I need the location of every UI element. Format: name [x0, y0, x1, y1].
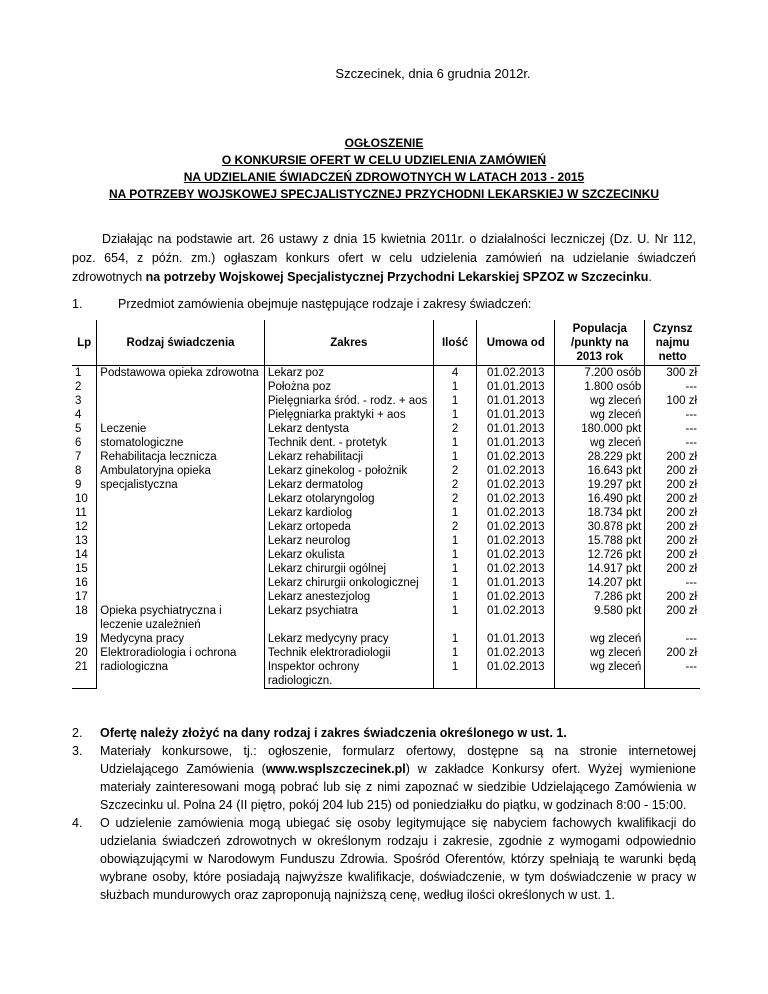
- list-item-text: O udzielenie zamówienia mogą ubiegać się osoby legitymujące się nabyciem fachowych kwalifikacji do udzielania świadczeń zdrowotnych w określonym rodzaju i zakresie, zgodnie z wymogami odpowiednio obowiązującymi w Narodowym Funduszu Zdrowia. Spośród Oferentów, którzy spełniają te warunki będą wybrane osoby, które posiadają najwyższe kwalifikacje, doświadczenie, w tym doświadczenie w pracy w służbach mundurowych oraz zaproponują najniższą cenę, według ilości określonych w ust. 1.: [100, 816, 696, 902]
- list-item-number: 4.: [72, 816, 83, 830]
- cell-czynsz: 200 zł: [645, 646, 700, 660]
- cell-ilosc: 1: [433, 394, 477, 408]
- cell-ilosc: 1: [433, 506, 477, 520]
- title-line-3: NA UDZIELANIE ŚWIADCZEŃ ZDROWOTNYCH W LATACH 2013 - 2015: [183, 170, 585, 184]
- cell-zakres: Lekarz ortopeda: [264, 520, 433, 534]
- table-row: [72, 450, 700, 464]
- cell-umowa: 01.02.2013: [477, 492, 555, 506]
- cell-lp: 5: [75, 423, 82, 435]
- cell-ilosc: 2: [433, 422, 477, 436]
- header-zakres: Zakres: [264, 320, 433, 366]
- cell-czynsz: 200 zł: [645, 506, 700, 520]
- cell-zakres: Lekarz otolaryngolog: [264, 492, 433, 506]
- header-lp: Lp: [72, 320, 97, 366]
- cell-czynsz: ---: [645, 576, 700, 590]
- cell-czynsz: 200 zł: [645, 478, 700, 492]
- table-header-row: [72, 320, 700, 366]
- cell-zakres: Lekarz neurolog: [264, 534, 433, 548]
- cell-populacja: 1.800 osób: [555, 380, 645, 394]
- cell-zakres: [264, 660, 433, 689]
- group-podstawowa: Podstawowa opieka zdrowotna: [100, 367, 259, 379]
- cell-umowa: 01.02.2013: [477, 604, 555, 632]
- cell-populacja: 12.726 pkt: [555, 548, 645, 562]
- cell-lp: 14: [75, 549, 88, 561]
- cell-ilosc: 2: [433, 492, 477, 506]
- cell-umowa: 01.02.2013: [477, 562, 555, 576]
- cell-populacja: wg zleceń: [555, 436, 645, 450]
- cell-czynsz: 200 zł: [645, 590, 700, 604]
- cell-zakres: Lekarz ginekolog - położnik: [264, 464, 433, 478]
- cell-ilosc: 2: [433, 464, 477, 478]
- group-stomatologia: Leczenie stomatologiczne: [100, 423, 184, 449]
- cell-umowa: 01.02.2013: [477, 450, 555, 464]
- cell-umowa: 01.01.2013: [477, 422, 555, 436]
- header-populacja: Populacja /punkty na 2013 rok: [555, 320, 645, 366]
- cell-ilosc: 1: [433, 632, 477, 646]
- cell-lp: 13: [75, 535, 88, 547]
- cell-ilosc: 1: [433, 408, 477, 422]
- title-line-1: OGŁOSZENIE: [344, 136, 424, 150]
- cell-lp: 17: [75, 591, 88, 603]
- cell-lp: 8: [75, 465, 82, 477]
- cell-rodzaj: Rehabilitacja lecznicza: [97, 450, 265, 464]
- cell-czynsz: ---: [645, 436, 700, 450]
- cell-populacja: 7.286 pkt: [555, 590, 645, 604]
- title-line-4: NA POTRZEBY WOJSKOWEJ SPECJALISTYCZNEJ PRZYCHODNI LEKARSKIEJ W SZCZECINKU: [108, 187, 660, 201]
- cell-ilosc: 1: [433, 646, 477, 660]
- cell-rodzaj: [97, 646, 265, 689]
- cell-populacja: 7.200 osób: [555, 366, 645, 381]
- cell-lp: 10: [75, 493, 88, 505]
- cell-lp: 12: [75, 521, 88, 533]
- cell-umowa: 01.01.2013: [477, 408, 555, 422]
- cell-populacja: wg zleceń: [555, 632, 645, 646]
- item3-post: ) w zakładce Konkursy ofert. Wyżej wymienione materiały zainteresowani mogą pobrać lub się z nimi zapoznać w siedzibie Udzielającego Zamówienia w Szczecinku ul. Polna 24 (II piętro, pokój 204 lub 215) od poniedziałku do piątku, w godzinach 8:00 - 15:00.: [100, 762, 696, 812]
- services-table: [72, 320, 700, 689]
- cell-ilosc: 1: [433, 534, 477, 548]
- cell-populacja: 180.000 pkt: [555, 422, 645, 436]
- cell-populacja: 15.788 pkt: [555, 534, 645, 548]
- intro-end: .: [648, 270, 652, 284]
- cell-zakres: Pielęgniarka praktyki + aos: [264, 408, 433, 422]
- cell-populacja: 14.917 pkt: [555, 562, 645, 576]
- cell-rodzaj: [97, 604, 265, 632]
- table-row: [72, 422, 700, 436]
- cell-lp: 16: [75, 577, 88, 589]
- list-item: [72, 814, 696, 904]
- terms-list: [72, 724, 696, 904]
- cell-lp: 4: [75, 409, 82, 421]
- document-date: Szczecinek, dnia 6 grudnia 2012r.: [335, 66, 531, 81]
- cell-zakres: Technik dent. - protetyk: [264, 436, 433, 450]
- cell-lp: 18: [75, 605, 88, 617]
- cell-czynsz: 200 zł: [645, 492, 700, 506]
- cell-umowa: 01.02.2013: [477, 660, 555, 689]
- cell-czynsz: 100 zł: [645, 394, 700, 408]
- cell-populacja: 18.734 pkt: [555, 506, 645, 520]
- cell-lp: 3: [75, 395, 82, 407]
- cell-lp: 20: [75, 647, 88, 659]
- cell-zakres: Lekarz dermatolog: [264, 478, 433, 492]
- cell-zakres: Technik elektroradiologii: [264, 646, 433, 660]
- header-umowa: Umowa od: [477, 320, 555, 366]
- cell-rodzaj: Medycyna pracy: [97, 632, 265, 646]
- cell-ilosc: 4: [433, 366, 477, 381]
- cell-umowa: 01.02.2013: [477, 478, 555, 492]
- cell-populacja: wg zleceń: [555, 646, 645, 660]
- cell-lp: 6: [75, 437, 82, 449]
- table-row: [72, 646, 700, 660]
- cell-ilosc: 1: [433, 380, 477, 394]
- cell-czynsz: 200 zł: [645, 604, 700, 632]
- list-item-text: Ofertę należy złożyć na dany rodzaj i zakres świadczenia określonego w ust. 1.: [100, 726, 567, 740]
- cell-zakres: Lekarz anestezjolog: [264, 590, 433, 604]
- cell-czynsz: 300 zł: [645, 366, 700, 381]
- list-item-text: [100, 742, 696, 814]
- intro-bold: na potrzeby Wojskowej Specjalistycznej Przychodni Lekarskiej SPZOZ w Szczecinku: [145, 270, 649, 284]
- cell-umowa: 01.02.2013: [477, 464, 555, 478]
- title-line-2: O KONKURSIE OFERT W CELU UDZIELENIA ZAMÓWIEŃ: [221, 153, 547, 167]
- point-1-number: 1.: [72, 297, 83, 311]
- list-item-number: 3.: [72, 744, 83, 758]
- cell-lp: 2: [75, 381, 82, 393]
- table-row: [72, 604, 700, 632]
- cell-zakres: Lekarz kardiolog: [264, 506, 433, 520]
- cell-lp: 15: [75, 563, 88, 575]
- cell-lp: 7: [75, 451, 82, 463]
- header-ilosc: Ilość: [433, 320, 477, 366]
- cell-umowa: 01.02.2013: [477, 366, 555, 381]
- cell-populacja: 9.580 pkt: [555, 604, 645, 632]
- cell-czynsz: ---: [645, 408, 700, 422]
- cell-czynsz: 200 zł: [645, 562, 700, 576]
- group-ambulatoryjna: Ambulatoryjna opieka specjalistyczna: [100, 465, 211, 491]
- cell-populacja: 16.490 pkt: [555, 492, 645, 506]
- intro-text: Działając na podstawie art. 26 ustawy z dnia 15 kwietnia 2011r. o działalności leczniczej (Dz. U. Nr 112, poz. 654, z późn. zm.) ogłaszam konkurs ofert w celu udzielenia zamówień na udzielanie świadczeń zdrowotnych: [72, 232, 696, 284]
- cell-zakres: Położna poz: [264, 380, 433, 394]
- list-item: [72, 742, 696, 814]
- point-1-text: Przedmiot zamówienia obejmuje następujące rodzaje i zakresy świadczeń:: [118, 297, 532, 311]
- cell-lp: 1: [75, 367, 82, 379]
- table-row: [72, 464, 700, 478]
- cell-ilosc: 2: [433, 478, 477, 492]
- cell-umowa: 01.02.2013: [477, 548, 555, 562]
- cell-umowa: 01.01.2013: [477, 394, 555, 408]
- list-item-number: 2.: [72, 726, 83, 740]
- cell-umowa: 01.02.2013: [477, 590, 555, 604]
- cell-umowa: 01.01.2013: [477, 576, 555, 590]
- cell-czynsz: 200 zł: [645, 464, 700, 478]
- cell-zakres: Lekarz chirurgii ogólnej: [264, 562, 433, 576]
- cell-ilosc: 1: [433, 562, 477, 576]
- list-item: [72, 724, 696, 742]
- cell-ilosc: 1: [433, 436, 477, 450]
- cell-umowa: 01.01.2013: [477, 436, 555, 450]
- point-1: [72, 297, 696, 311]
- group-psychiatria: Opieka psychiatryczna i leczenie uzależnień: [100, 605, 222, 631]
- cell-ilosc: 1: [433, 590, 477, 604]
- cell-zakres: Lekarz okulista: [264, 548, 433, 562]
- cell-ilosc: 1: [433, 604, 477, 632]
- cell-umowa: 01.01.2013: [477, 632, 555, 646]
- cell-ilosc: 1: [433, 548, 477, 562]
- cell-populacja: wg zleceń: [555, 394, 645, 408]
- cell-umowa: 01.02.2013: [477, 506, 555, 520]
- group-elektroradiologia: Elektroradiologia i ochrona radiologiczna: [100, 647, 237, 673]
- cell-umowa: 01.02.2013: [477, 520, 555, 534]
- cell-rodzaj: [97, 422, 265, 450]
- cell-umowa: 01.02.2013: [477, 646, 555, 660]
- cell-populacja: 28.229 pkt: [555, 450, 645, 464]
- table-row: [72, 366, 700, 381]
- cell-czynsz: ---: [645, 422, 700, 436]
- cell-ilosc: 1: [433, 450, 477, 464]
- cell-ilosc: 1: [433, 576, 477, 590]
- header-rodzaj: Rodzaj świadczenia: [97, 320, 265, 366]
- item3-pre: Materiały konkursowe, tj.: ogłoszenie, formularz ofertowy, dostępne są na stronie internetowej Udzielającego Zamówienia (: [100, 744, 696, 776]
- cell-populacja: 19.297 pkt: [555, 478, 645, 492]
- cell-czynsz: 200 zł: [645, 520, 700, 534]
- document-title: [60, 135, 708, 203]
- cell-czynsz: ---: [645, 632, 700, 646]
- website-link[interactable]: www.wsplszczecinek.pl: [265, 762, 406, 776]
- cell-zakres: Lekarz dentysta: [264, 422, 433, 436]
- cell-umowa: 01.01.2013: [477, 380, 555, 394]
- cell-lp: 19: [75, 633, 88, 645]
- cell-populacja: 30.878 pkt: [555, 520, 645, 534]
- cell-czynsz: 200 zł: [645, 450, 700, 464]
- cell-ilosc: 2: [433, 520, 477, 534]
- cell-zakres: Lekarz chirurgii onkologicznej: [264, 576, 433, 590]
- cell-czynsz: ---: [645, 380, 700, 394]
- table-row: [72, 632, 700, 646]
- cell-rodzaj: [97, 366, 265, 423]
- cell-zakres: Pielęgniarka śród. - rodz. + aos: [264, 394, 433, 408]
- header-czynsz: Czynsz najmu netto: [645, 320, 700, 366]
- cell-lp: 11: [75, 507, 87, 519]
- cell-zakres: Lekarz psychiatra: [264, 604, 433, 632]
- cell-lp: 9: [75, 479, 82, 491]
- cell-populacja: 14.207 pkt: [555, 576, 645, 590]
- cell-zakres: Lekarz poz: [264, 366, 433, 381]
- cell-populacja: wg zleceń: [555, 408, 645, 422]
- cell-lp: 21: [72, 660, 97, 689]
- cell-czynsz: ---: [645, 660, 700, 689]
- cell-zakres: Lekarz rehabilitacji: [264, 450, 433, 464]
- intro-paragraph: [72, 230, 696, 287]
- cell-umowa: 01.02.2013: [477, 534, 555, 548]
- cell-czynsz: 200 zł: [645, 548, 700, 562]
- cell-zakres: Lekarz medycyny pracy: [264, 632, 433, 646]
- cell-populacja: 16.643 pkt: [555, 464, 645, 478]
- cell-czynsz: 200 zł: [645, 534, 700, 548]
- cell-zakres-text: Inspektor ochrony radiologiczn.: [267, 661, 360, 687]
- cell-populacja: wg zleceń: [555, 660, 645, 689]
- cell-ilosc: 1: [433, 660, 477, 689]
- cell-rodzaj: [97, 464, 265, 604]
